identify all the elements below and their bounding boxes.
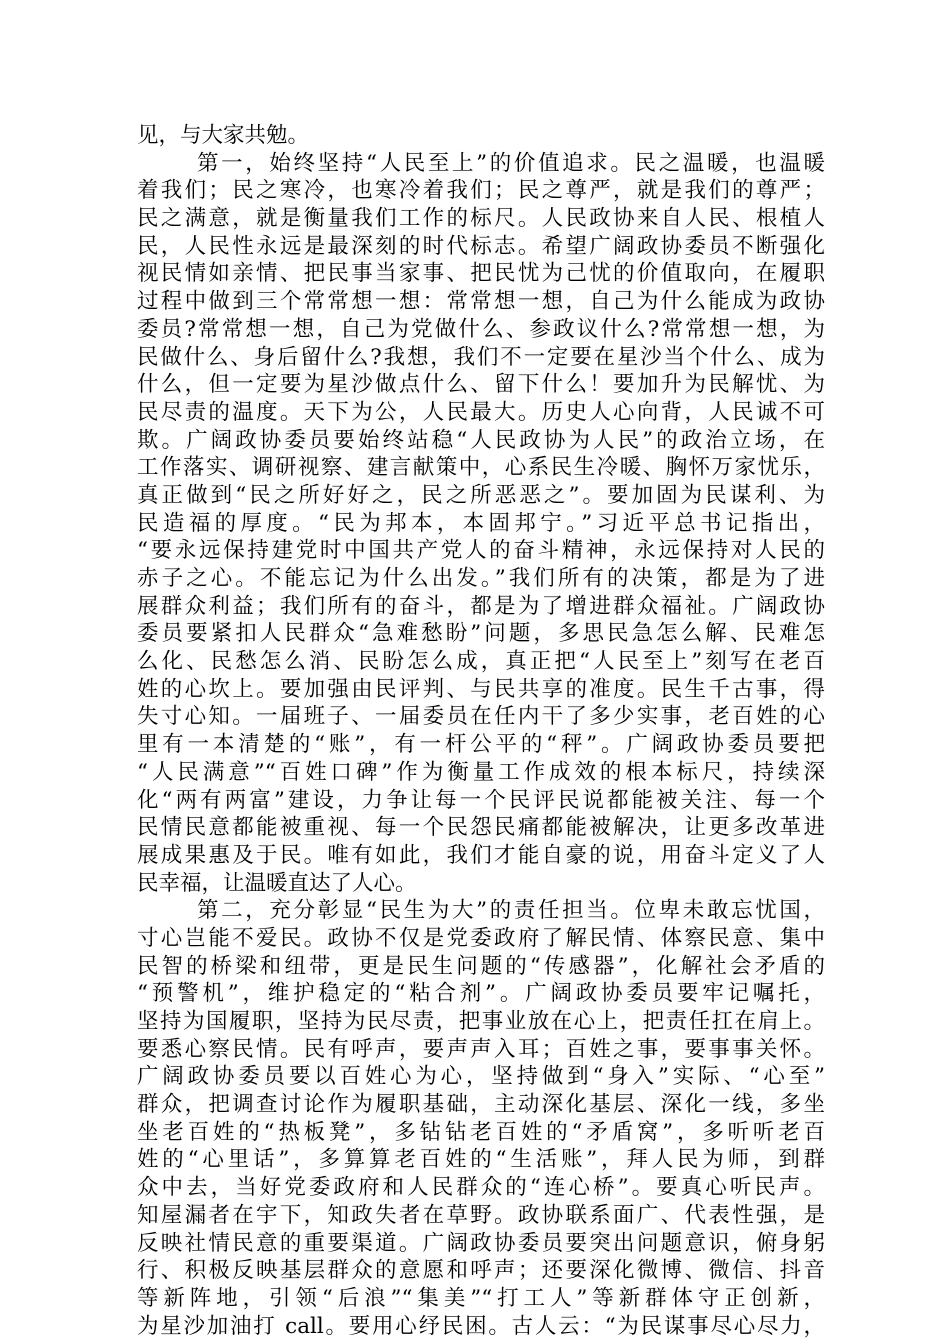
text-line: 民智的桥梁和纽带，更是民生问题的“传感器”，化解社会矛盾的 (137, 953, 825, 979)
text-line: 民幸福，让温暖直达了人心。 (137, 870, 417, 896)
text-line: 化“两有两富”建设，力争让每一个民评民说都能被关注、每一个 (137, 787, 825, 813)
paragraph-first-line: 第一，始终坚持“人民至上”的价值追求。民之温暖，也温暖 (197, 150, 825, 176)
text-line: 行、积极反映基层群众的意愿和呼声；还要深化微博、微信、抖音 (137, 1258, 825, 1284)
text-line: 寸心岂能不爱民。政协不仅是党委政府了解民情、体察民意、集中 (137, 925, 825, 951)
text-line: 欺。广阔政协委员要始终站稳“人民政协为人民”的政治立场，在 (137, 427, 825, 453)
text-line: 着我们；民之寒冷，也寒冷着我们；民之尊严，就是我们的尊严； (137, 178, 825, 204)
text-line: 工作落实、调研视察、建言献策中，心系民生冷暖、胸怀万家忧乐， (137, 455, 825, 481)
text-line: 众中去，当好党委政府和人民群众的“连心桥”。要真心听民声。 (137, 1175, 825, 1201)
text-line: 姓的心坎上。要加强由民评判、与民共享的准度。民生千古事，得 (137, 676, 825, 702)
text-line: 委员要紧扣人民群众“急难愁盼”问题，多思民急怎么解、民难怎 (137, 621, 825, 647)
text-line: 民造福的厚度。“民为邦本，本固邦宁。”习近平总书记指出， (137, 510, 825, 536)
text-line: “人民满意”“百姓口碑”作为衡量工作成效的根本标尺，持续深 (137, 759, 825, 785)
text-line: 要悉心察民情。民有呼声，要声声入耳；百姓之事，要事事关怀。 (137, 1036, 825, 1062)
text-line: 民尽责的温度。天下为公，人民最大。历史人心向背，人民诚不可 (137, 399, 825, 425)
document-page (137, 122, 825, 1340)
text-line: 里有一本清楚的“账”，有一杆公平的“秤”。广阔政协委员要把 (137, 732, 825, 758)
text-line: 等新阵地，引领“后浪”“集美”“打工人”等新群体守正创新， (137, 1285, 825, 1311)
paragraph-first-line: 第二，充分彰显“民生为大”的责任担当。位卑未敢忘忧国， (197, 898, 825, 924)
text-line: 过程中做到三个常常想一想：常常想一想，自己为什么能成为政协 (137, 289, 825, 315)
text-line: 坐老百姓的“热板凳”，多钻钻老百姓的“矛盾窝”，多听听老百 (137, 1119, 825, 1145)
text-line: 民做什么、身后留什么?我想，我们不一定要在星沙当个什么、成为 (137, 344, 825, 370)
text-line: 展群众利益；我们所有的奋斗，都是为了增进群众福祉。广阔政协 (137, 593, 825, 619)
text-line: 展成果惠及于民。唯有如此，我们才能自豪的说，用奋斗定义了人 (137, 842, 825, 868)
text-line: 反映社情民意的重要渠道。广阔政协委员要突出问题意识，俯身躬 (137, 1230, 825, 1256)
text-line: 群众，把调查讨论作为履职基础，主动深化基层、深化一线，多坐 (137, 1092, 825, 1118)
text-line: 见，与大家共勉。 (137, 123, 310, 148)
text-line: 姓的“心里话”，多算算老百姓的“生活账”，拜人民为师，到群 (137, 1147, 825, 1173)
text-line: 什么，但一定要为星沙做点什么、留下什么！要加升为民解忧、为 (137, 372, 825, 398)
text-line: 么化、民愁怎么消、民盼怎么成，真正把“人民至上”刻写在老百 (137, 649, 825, 675)
text-line: 视民情如亲情、把民事当家事、把民忧为己忧的价值取向，在履职 (137, 261, 825, 287)
text-line: 知屋漏者在宇下，知政失者在草野。政协联系面广、代表性强，是 (137, 1202, 825, 1228)
text-line: 为星沙加油打 call。要用心纾民困。古人云：“为民谋事尽心尽力， (137, 1313, 825, 1339)
text-line: 坚持为国履职，坚持为民尽责，把事业放在心上，把责任扛在肩上。 (137, 1009, 825, 1034)
text-line: 民情民意都能被重视、每一个民怨民痛都能被解决，让更多改革进 (137, 815, 825, 841)
text-line: 广阔政协委员要以百姓心为心，坚持做到“身入”实际、“心至” (137, 1064, 825, 1090)
text-line: 民，人民性永远是最深刻的时代标志。希望广阔政协委员不断强化 (137, 233, 825, 259)
text-line: “预警机”，维护稳定的“粘合剂”。广阔政协委员要牢记嘱托， (137, 981, 825, 1007)
text-line: 民之满意，就是衡量我们工作的标尺。人民政协来自人民、根植人 (137, 206, 825, 232)
text-line: 委员?常常想一想，自己为党做什么、参政议什么?常常想一想，为 (137, 316, 825, 342)
text-line: 真正做到“民之所好好之，民之所恶恶之”。要加固为民谋利、为 (137, 482, 825, 508)
text-line: 赤子之心。不能忘记为什么出发。”我们所有的决策，都是为了进 (137, 566, 825, 591)
text-line: “要永远保持建党时中国共产党人的奋斗精神，永远保持对人民的 (137, 538, 825, 564)
text-line: 失寸心知。一届班子、一届委员在任内干了多少实事，老百姓的心 (137, 704, 825, 730)
